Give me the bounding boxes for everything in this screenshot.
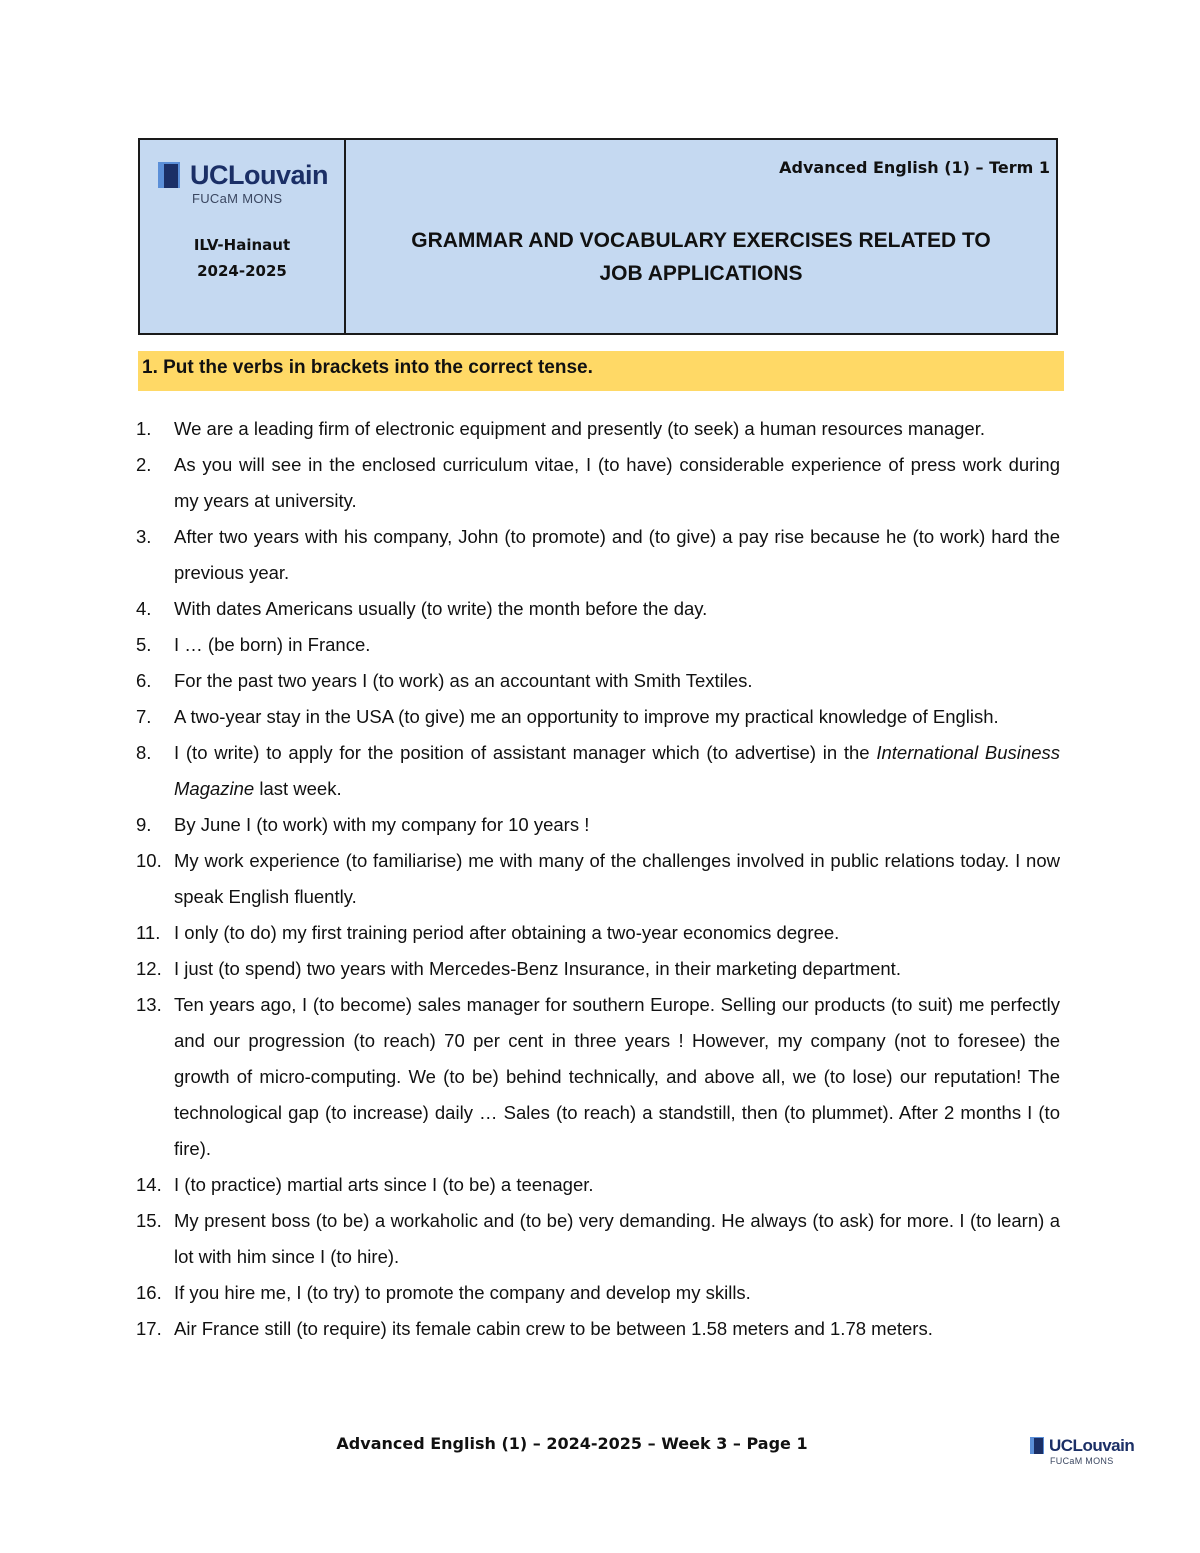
section-heading: 1. Put the verbs in brackets into the correct tense.	[138, 351, 1064, 391]
exercise-item	[136, 663, 1060, 699]
exercise-item	[136, 843, 1060, 915]
item-text: Ten years ago, I (to become) sales manager for southern Europe. Selling our products (to suit) me perfectly and our progression (to reach) 70 per cent in three years ! However, my company (not to foresee) the growth of micro-computing. We (to be) behind technically, and above all, we (to lose) our reputation! The technological gap (to increase) daily … Sales (to reach) a standstill, then (to plummet). After 2 months I (to fire).	[174, 994, 1060, 1159]
exercise-item	[136, 1275, 1060, 1311]
item-number: 11.	[136, 922, 161, 943]
item-text: We are a leading firm of electronic equipment and presently (to seek) a human resources manager.	[174, 418, 986, 439]
course-label: Advanced English (1) – Term 1	[779, 158, 1050, 177]
item-text: With dates Americans usually (to write) the month before the day.	[174, 598, 708, 619]
item-number: 5.	[136, 634, 152, 655]
item-number: 16.	[136, 1282, 162, 1303]
magazine-title: International Business Magazine	[174, 742, 1060, 799]
exercise-item	[136, 1167, 1060, 1203]
exercise-item	[136, 591, 1060, 627]
exercise-item	[136, 519, 1060, 591]
academic-year: 2024-2025	[197, 262, 287, 280]
item-number: 15.	[136, 1210, 162, 1231]
item-number: 8.	[136, 742, 152, 763]
item-text-part: I (to write) to apply for the position of assistant manager which (to advertise) in the	[174, 742, 877, 763]
footer-logo-subtext: FUCaM MONS	[1050, 1456, 1114, 1466]
exercise-item	[136, 447, 1060, 519]
item-number: 10.	[136, 850, 162, 871]
logo-subtext: FUCaM MONS	[192, 191, 283, 206]
document-title	[346, 224, 1056, 290]
item-text: I just (to spend) two years with Mercedes-Benz Insurance, in their marketing department.	[174, 958, 901, 979]
item-text: If you hire me, I (to try) to promote the company and develop my skills.	[174, 1282, 751, 1303]
item-number: 13.	[136, 994, 162, 1015]
item-number: 2.	[136, 454, 152, 475]
item-text: My present boss (to be) a workaholic and (to be) very demanding. He always (to ask) for more. I (to learn) a lot with him since I (to hire).	[174, 1210, 1060, 1267]
logo-text: UCLouvain	[190, 160, 329, 190]
header-left-cell	[140, 140, 346, 333]
uclouvain-logo-icon	[158, 162, 184, 190]
exercise-list	[136, 411, 1060, 1347]
item-text: By June I (to work) with my company for 10 years !	[174, 814, 590, 835]
header-box	[138, 138, 1058, 335]
item-number: 9.	[136, 814, 152, 835]
uclouvain-logo-icon	[1030, 1437, 1046, 1455]
footer-logo-text: UCLouvain	[1049, 1436, 1135, 1455]
exercise-item	[136, 987, 1060, 1167]
document-title-line-2: JOB APPLICATIONS	[599, 262, 803, 285]
item-number: 1.	[136, 418, 152, 439]
item-text: Air France still (to require) its female cabin crew to be between 1.58 meters and 1.78 meters.	[174, 1318, 933, 1339]
exercise-item	[136, 1203, 1060, 1275]
item-text	[174, 742, 1060, 799]
exercise-item	[136, 951, 1060, 987]
item-number: 14.	[136, 1174, 162, 1195]
exercise-item	[136, 915, 1060, 951]
item-number: 3.	[136, 526, 152, 547]
header-right-cell	[346, 140, 1056, 333]
page-footer: Advanced English (1) – 2024-2025 – Week 3 – Page 1	[336, 1434, 808, 1453]
footer-uclouvain-logo	[1030, 1436, 1134, 1466]
item-text: My work experience (to familiarise) me with many of the challenges involved in public relations today. I now speak English fluently.	[174, 850, 1060, 907]
item-text: I (to practice) martial arts since I (to be) a teenager.	[174, 1174, 594, 1195]
exercise-item	[136, 627, 1060, 663]
institution-name: ILV-Hainaut	[193, 236, 291, 254]
item-text: I only (to do) my first training period after obtaining a two-year economics degree.	[174, 922, 840, 943]
item-number: 12.	[136, 958, 162, 979]
exercise-item	[136, 411, 1060, 447]
item-text: After two years with his company, John (to promote) and (to give) a pay rise because he (to work) hard the previous year.	[174, 526, 1060, 583]
item-text: I … (be born) in France.	[174, 634, 371, 655]
item-text: For the past two years I (to work) as an accountant with Smith Textiles.	[174, 670, 753, 691]
document-title-line-1: GRAMMAR AND VOCABULARY EXERCISES RELATED TO	[411, 229, 991, 252]
item-number: 4.	[136, 598, 152, 619]
item-text: A two-year stay in the USA (to give) me an opportunity to improve my practical knowledge of English.	[174, 706, 999, 727]
uclouvain-logo	[158, 160, 344, 206]
item-text-part: last week.	[254, 778, 342, 799]
item-number: 7.	[136, 706, 152, 727]
exercise-item	[136, 1311, 1060, 1347]
item-number: 17.	[136, 1318, 162, 1339]
exercise-item	[136, 807, 1060, 843]
exercise-item	[136, 699, 1060, 735]
exercise-item	[136, 735, 1060, 807]
item-number: 6.	[136, 670, 152, 691]
item-text: As you will see in the enclosed curriculum vitae, I (to have) considerable experience of press work during my years at university.	[174, 454, 1060, 511]
